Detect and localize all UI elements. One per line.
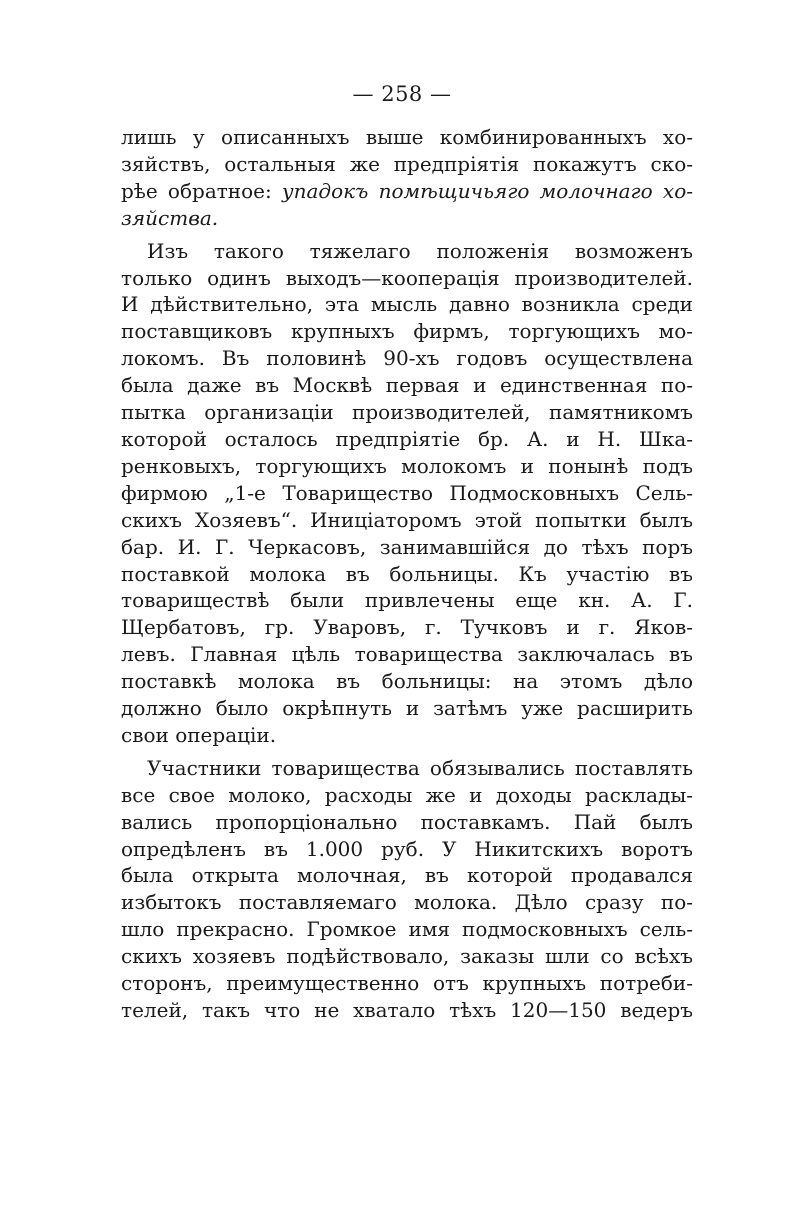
text-line: опредѣленъ въ 1.000 руб. У Никитскихъ воротъ	[121, 836, 693, 861]
page-body	[121, 124, 693, 1024]
text-line: скихъ Хозяевъ“. Иниціаторомъ этой попытки былъ	[121, 507, 693, 532]
text-line: поставкой молока въ больницы. Къ участію въ	[121, 561, 693, 586]
italic-text: зяйства.	[121, 205, 219, 230]
text-line: локомъ. Въ половинѣ 90-хъ годовъ осуществлена	[121, 346, 693, 371]
text-line: которой осталось предпріятіе бр. А. и Н. Шка-	[121, 426, 693, 451]
text-line: Изъ такого тяжелаго положенія возможенъ	[147, 238, 693, 263]
text-line: поставщиковъ крупныхъ фирмъ, торгующихъ мо-	[121, 319, 693, 344]
text-line: бар. И. Г. Черкасовъ, занимавшійся до тѣхъ поръ	[121, 534, 693, 559]
text-line: товариществѣ были привлечены еще кн. А. Г.	[121, 588, 693, 613]
text-line: была открыта молочная, въ которой продавался	[121, 863, 693, 888]
text-line: лишь у описанныхъ выше комбинированныхъ хо-	[121, 125, 693, 149]
text-line: была даже въ Москвѣ первая и единственная по-	[121, 373, 693, 398]
text-line: левъ. Главная цѣль товарищества заключалась въ	[121, 642, 693, 667]
text-line: вались пропорціонально поставкамъ. Пай былъ	[121, 809, 693, 834]
text-line: фирмою „1-е Товарищество Подмосковныхъ Сель-	[121, 480, 693, 505]
text-line	[121, 205, 693, 232]
paragraph-3	[121, 755, 693, 1024]
paragraph-1	[121, 124, 693, 232]
text-line: свои операціи.	[121, 722, 277, 747]
text-line: все свое молоко, расходы же и доходы расклады-	[121, 782, 693, 807]
text-line: ренковыхъ, торгующихъ молокомъ и понынѣ подъ	[121, 453, 693, 478]
text-line: сторонъ, преимущественно отъ крупныхъ потреби-	[121, 971, 693, 996]
text-line: шло прекрасно. Громкое имя подмосковныхъ сель-	[121, 917, 693, 942]
page-number: — 258 —	[352, 82, 452, 106]
text-line: Участники товарищества обязывались поставлять	[147, 755, 693, 780]
text-run: рѣе обратное:	[121, 178, 282, 203]
text-line: должно было окрѣпнуть и затѣмъ уже расширить	[121, 696, 693, 721]
text-line: Щербатовъ, гр. Уваровъ, г. Тучковъ и г. Яков-	[121, 615, 693, 640]
text-line: пытка организаціи производителей, памятникомъ	[121, 400, 693, 425]
text-line: поставкѣ молока въ больницы: на этомъ дѣло	[121, 669, 693, 694]
text-line	[121, 178, 693, 205]
italic-text: упадокъ помѣщичьяго молочнаго хо-	[281, 178, 694, 203]
text-line: зяйствъ, остальныя же предпріятія покажутъ ско-	[121, 151, 693, 176]
text-line: скихъ хозяевъ подѣйствовало, заказы шли со всѣхъ	[121, 944, 693, 969]
text-line: только одинъ выходъ—кооперація производителей.	[121, 265, 693, 290]
text-line: телей, такъ что не хватало тѣхъ 120—150 ведеръ	[121, 998, 693, 1022]
paragraph-2	[121, 238, 693, 749]
text-line: избытокъ поставляемаго молока. Дѣло сразу по-	[121, 890, 693, 915]
text-line: И дѣйствительно, эта мысль давно возникла среди	[121, 292, 693, 317]
